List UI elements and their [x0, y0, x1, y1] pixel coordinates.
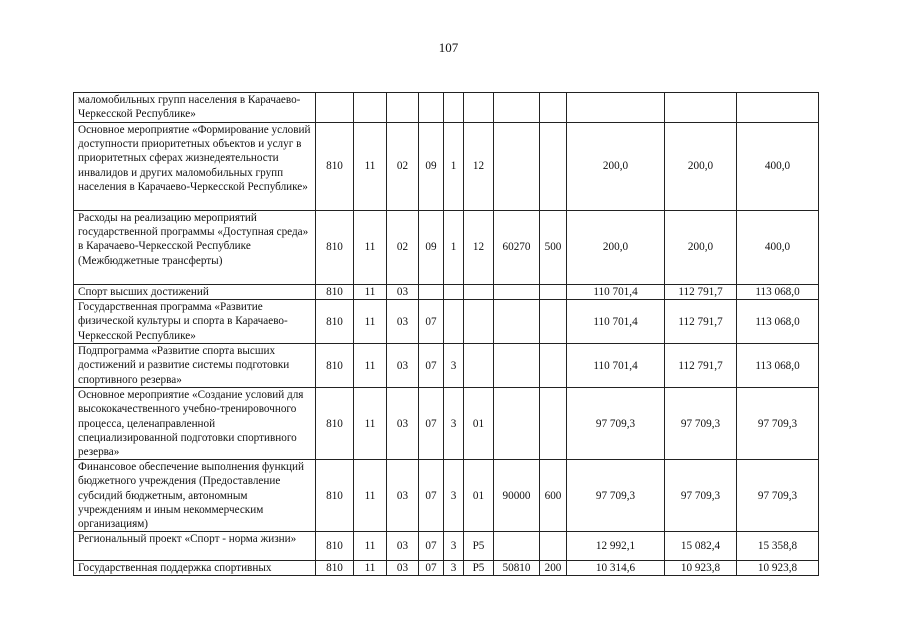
cell-y3: 113 068,0 [737, 300, 819, 344]
cell-csr3: 12 [464, 123, 494, 211]
cell-name: Основное мероприятие «Создание условий для высококачественного учебно-тренировочного процесса, целенаправленной специализированной подготовки спортивного резерва» [74, 388, 316, 460]
cell-csr2: 3 [444, 344, 464, 388]
cell-min: 810 [316, 388, 354, 460]
cell-csr3 [464, 344, 494, 388]
cell-name: Государственная поддержка спортивных [74, 561, 316, 576]
cell-vr [540, 300, 567, 344]
table-row [74, 460, 819, 532]
cell-csr2: 1 [444, 211, 464, 285]
cell-pr: 03 [387, 561, 419, 576]
cell-y3: 400,0 [737, 123, 819, 211]
table-row [74, 123, 819, 211]
table-row [74, 300, 819, 344]
cell-y1: 12 992,1 [567, 532, 665, 561]
cell-csr2 [444, 300, 464, 344]
cell-pr: 03 [387, 285, 419, 300]
cell-csr4 [494, 300, 540, 344]
cell-min: 810 [316, 460, 354, 532]
table-row [74, 93, 819, 123]
cell-vr: 200 [540, 561, 567, 576]
cell-csr1 [419, 93, 444, 123]
cell-y2: 200,0 [665, 211, 737, 285]
cell-csr2 [444, 93, 464, 123]
cell-min: 810 [316, 123, 354, 211]
cell-pr: 03 [387, 344, 419, 388]
cell-y2: 112 791,7 [665, 285, 737, 300]
cell-name: Государственная программа «Развитие физической культуры и спорта в Карачаево-Черкесской Республике» [74, 300, 316, 344]
cell-rz [354, 93, 387, 123]
cell-csr3: 01 [464, 460, 494, 532]
cell-name: Финансовое обеспечение выполнения функций бюджетного учреждения (Предоставление субсидий бюджетным, автономным учреждениям и иным некоммерческим организациям) [74, 460, 316, 532]
cell-csr2: 3 [444, 460, 464, 532]
cell-csr4 [494, 344, 540, 388]
table-row [74, 211, 819, 285]
cell-csr3 [464, 300, 494, 344]
cell-vr: 600 [540, 460, 567, 532]
cell-y1: 110 701,4 [567, 300, 665, 344]
cell-min: 810 [316, 561, 354, 576]
cell-csr3 [464, 285, 494, 300]
cell-vr [540, 123, 567, 211]
cell-csr1: 07 [419, 460, 444, 532]
cell-csr1: 07 [419, 300, 444, 344]
table-row [74, 285, 819, 300]
cell-y1 [567, 93, 665, 123]
cell-csr1: 07 [419, 388, 444, 460]
cell-vr [540, 344, 567, 388]
cell-y1: 110 701,4 [567, 285, 665, 300]
cell-min: 810 [316, 285, 354, 300]
cell-y2: 15 082,4 [665, 532, 737, 561]
cell-y1: 110 701,4 [567, 344, 665, 388]
budget-table [73, 92, 819, 576]
cell-y1: 10 314,6 [567, 561, 665, 576]
cell-y3: 10 923,8 [737, 561, 819, 576]
page-number: 107 [438, 40, 459, 55]
cell-vr [540, 532, 567, 561]
cell-csr1: 07 [419, 561, 444, 576]
cell-name: Региональный проект «Спорт - норма жизни» [74, 532, 316, 561]
cell-y3 [737, 93, 819, 123]
cell-pr [387, 93, 419, 123]
table-row [74, 388, 819, 460]
cell-pr: 02 [387, 211, 419, 285]
table-row [74, 344, 819, 388]
cell-min: 810 [316, 344, 354, 388]
cell-y2: 200,0 [665, 123, 737, 211]
cell-rz: 11 [354, 561, 387, 576]
cell-rz: 11 [354, 460, 387, 532]
cell-y1: 97 709,3 [567, 460, 665, 532]
cell-y3: 113 068,0 [737, 285, 819, 300]
cell-name: Основное мероприятие «Формирование условий доступности приоритетных объектов и услуг в приоритетных сферах жизнедеятельности инвалидов и других маломобильных групп населения в Карачаево-Черкесской Республике» [74, 123, 316, 211]
cell-rz: 11 [354, 532, 387, 561]
cell-rz: 11 [354, 211, 387, 285]
cell-y3: 113 068,0 [737, 344, 819, 388]
cell-csr1 [419, 285, 444, 300]
cell-csr4 [494, 532, 540, 561]
table-body [74, 93, 819, 576]
cell-csr4 [494, 285, 540, 300]
cell-csr4: 90000 [494, 460, 540, 532]
cell-csr4: 60270 [494, 211, 540, 285]
cell-y2: 97 709,3 [665, 460, 737, 532]
cell-pr: 03 [387, 388, 419, 460]
cell-csr4 [494, 93, 540, 123]
cell-csr2: 3 [444, 532, 464, 561]
cell-rz: 11 [354, 344, 387, 388]
cell-csr2: 3 [444, 561, 464, 576]
cell-csr4 [494, 388, 540, 460]
cell-y1: 200,0 [567, 211, 665, 285]
cell-y1: 97 709,3 [567, 388, 665, 460]
cell-min: 810 [316, 532, 354, 561]
cell-csr1: 09 [419, 123, 444, 211]
cell-rz: 11 [354, 300, 387, 344]
cell-rz: 11 [354, 285, 387, 300]
cell-csr3: P5 [464, 561, 494, 576]
cell-vr [540, 93, 567, 123]
cell-pr: 03 [387, 300, 419, 344]
cell-csr1: 07 [419, 532, 444, 561]
cell-y3: 400,0 [737, 211, 819, 285]
cell-name: Спорт высших достижений [74, 285, 316, 300]
cell-rz: 11 [354, 123, 387, 211]
cell-y2: 112 791,7 [665, 344, 737, 388]
cell-y2: 97 709,3 [665, 388, 737, 460]
cell-pr: 02 [387, 123, 419, 211]
cell-min [316, 93, 354, 123]
cell-pr: 03 [387, 460, 419, 532]
table-row [74, 561, 819, 576]
cell-csr1: 09 [419, 211, 444, 285]
cell-y2: 10 923,8 [665, 561, 737, 576]
cell-csr3: P5 [464, 532, 494, 561]
cell-min: 810 [316, 300, 354, 344]
cell-y1: 200,0 [567, 123, 665, 211]
cell-csr3: 01 [464, 388, 494, 460]
cell-csr2: 3 [444, 388, 464, 460]
table-row [74, 532, 819, 561]
cell-name: Подпрограмма «Развитие спорта высших достижений и развитие системы подготовки спортивного резерва» [74, 344, 316, 388]
cell-name: маломобильных групп населения в Карачаево-Черкесской Республике» [74, 93, 316, 123]
cell-csr1: 07 [419, 344, 444, 388]
cell-y2: 112 791,7 [665, 300, 737, 344]
cell-rz: 11 [354, 388, 387, 460]
cell-csr2 [444, 285, 464, 300]
cell-vr [540, 285, 567, 300]
cell-csr4: 50810 [494, 561, 540, 576]
cell-csr4 [494, 123, 540, 211]
cell-min: 810 [316, 211, 354, 285]
cell-y3: 97 709,3 [737, 460, 819, 532]
cell-y2 [665, 93, 737, 123]
cell-vr: 500 [540, 211, 567, 285]
cell-pr: 03 [387, 532, 419, 561]
cell-csr3 [464, 93, 494, 123]
cell-csr3: 12 [464, 211, 494, 285]
cell-csr2: 1 [444, 123, 464, 211]
cell-y3: 97 709,3 [737, 388, 819, 460]
cell-name: Расходы на реализацию мероприятий государственной программы «Доступная среда» в Карачаево-Черкесской Республике (Межбюджетные трансферты) [74, 211, 316, 285]
cell-y3: 15 358,8 [737, 532, 819, 561]
cell-vr [540, 388, 567, 460]
